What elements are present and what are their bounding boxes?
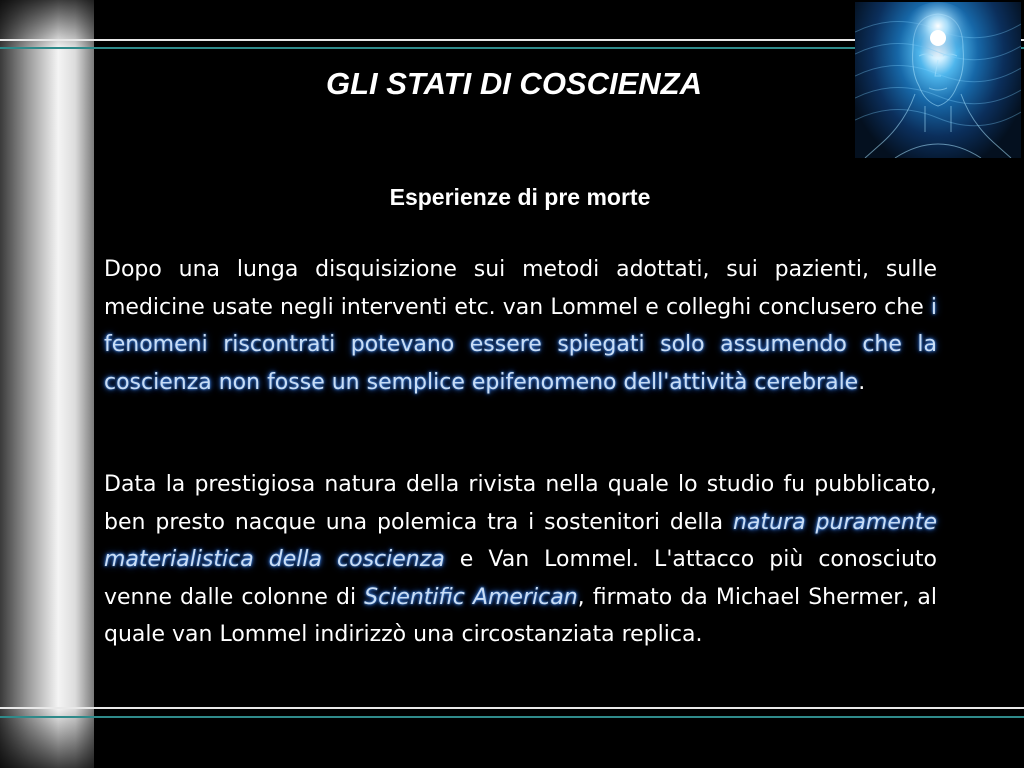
paragraph-1-text-after: . — [858, 369, 866, 395]
paragraph-2 — [104, 466, 937, 654]
paragraph-1-text-before: Dopo una lunga disquisizione sui metodi adottati, sui pazienti, sulle medicine usate negli interventi etc. van Lommel e colleghi conclusero che — [104, 257, 937, 320]
bottom-rule-white — [0, 707, 1024, 709]
left-gradient-band — [0, 0, 94, 768]
paragraph-2-highlight-scientific-american: Scientific American — [364, 584, 578, 610]
paragraph-2-text-after: , firmato da Michael Shermer, al quale van Lommel indirizzò una circostanziata replica. — [104, 584, 937, 647]
bottom-rule-teal — [0, 716, 1024, 718]
paragraph-1-highlight: i fenomeni riscontrati potevano essere spiegati solo assumendo che la coscienza non fosse un semplice epifenomeno dell'attività cerebrale — [104, 294, 937, 395]
paragraph-2-text-middle: e Van Lommel. L'attacco più conosciuto venne dalle colonne di — [104, 547, 937, 610]
slide-title: GLI STATI DI COSCIENZA — [325, 66, 702, 101]
paragraph-1 — [104, 251, 937, 401]
slide-subtitle: Esperienze di pre morte — [389, 184, 651, 210]
paragraph-2-highlight-materialistic: natura puramente materialistica della coscienza — [104, 509, 937, 572]
paragraph-2-text-before: Data la prestigiosa natura della rivista nella quale lo studio fu pubblicato, ben presto nacque una polemica tra i sostenitori della — [104, 472, 937, 535]
